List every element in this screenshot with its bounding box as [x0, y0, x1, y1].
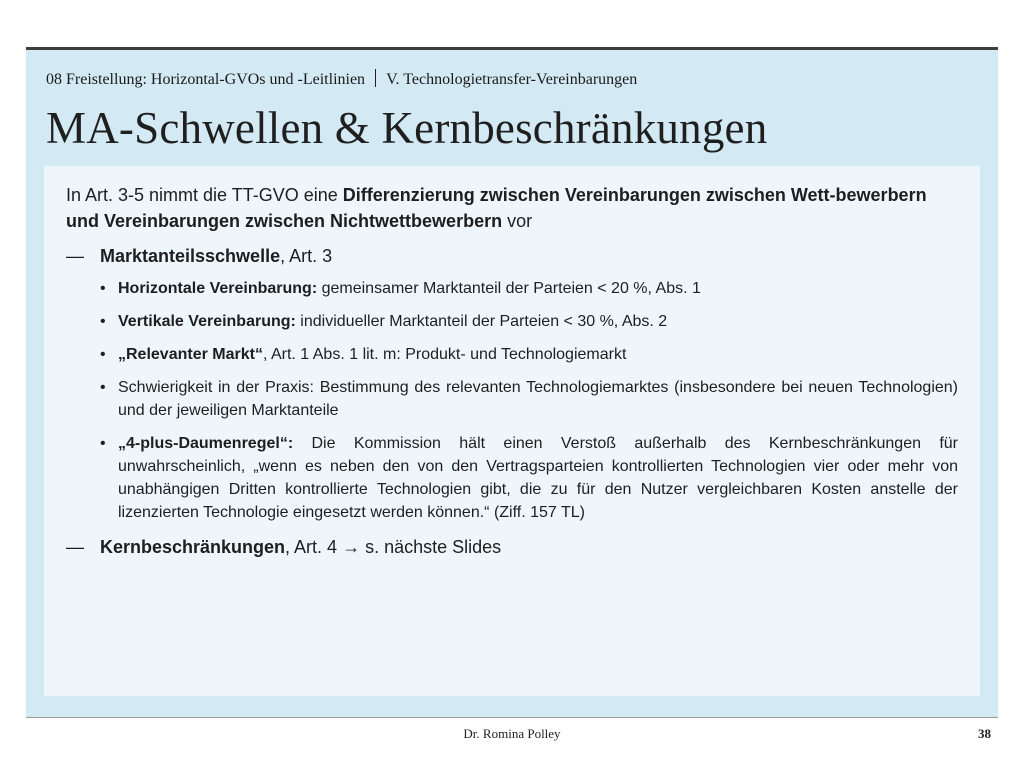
intro-text-pre: In Art. 3-5 nimmt die TT-GVO eine [66, 185, 343, 205]
list-item [100, 432, 958, 524]
point-kernbeschraenkungen [66, 534, 958, 560]
list-item-text [118, 310, 958, 333]
slide-title: MA-Schwellen & Kernbeschränkungen [46, 103, 768, 153]
point-text-bold: Kernbeschränkungen [100, 537, 286, 557]
list-item-text [118, 277, 958, 300]
footer-author: Dr. Romina Polley [463, 726, 561, 741]
list-item [100, 310, 958, 333]
breadcrumb [46, 69, 637, 89]
list-item [100, 277, 958, 300]
list-item-rest: Die Kommission hält einen Verstoß außerhalb des Kernbeschränkungen für unwahrscheinlich, „wenn es neben den von den Vertragsparteien kontrollierten Technologien vier oder mehr von unabhängigen Dritten kontrollierte Technologien gibt, die zu für den Nutzer vergleichbaren Kosten anstelle der lizenzierten Technologie eingesetzt werden können.“ (Ziff. 157 TL) [118, 435, 958, 521]
point-marktanteilsschwelle [66, 243, 958, 269]
list-item-bold: „Relevanter Markt“ [118, 346, 263, 363]
breadcrumb-separator [375, 69, 376, 87]
intro-text-post: vor [502, 211, 533, 231]
point-text [100, 243, 332, 269]
bottom-rule [26, 717, 998, 718]
bullet-marker: • [100, 346, 106, 363]
point-text-rest: , Art. 4 → s. nächste Slides [285, 537, 502, 557]
dash-marker: — [66, 246, 84, 266]
bullet-marker: • [100, 280, 106, 297]
list-item-text [118, 432, 958, 524]
list-item-rest: Schwierigkeit in der Praxis: Bestimmung des relevanten Technologiemarktes (insbesondere bei neuen Technologien) und der jeweiligen Marktanteile [118, 379, 958, 419]
content-box [44, 166, 980, 696]
bullet-marker: • [100, 435, 106, 452]
slide-panel [26, 50, 998, 717]
list-item-bold: Vertikale Vereinbarung: [118, 313, 296, 330]
list-item [100, 376, 958, 422]
dash-marker: — [66, 537, 84, 557]
bullet-marker: • [100, 313, 106, 330]
list-item-text [118, 343, 958, 366]
list-item-text [118, 376, 958, 422]
point-text-rest: , Art. 3 [280, 246, 333, 266]
list-item-rest: gemeinsamer Marktanteil der Parteien < 20 %, Abs. 1 [317, 280, 701, 297]
intro-paragraph [66, 182, 958, 234]
list-item-bold: Horizontale Vereinbarung: [118, 280, 318, 297]
page-number: 38 [978, 726, 991, 741]
list-item-bold: „4-plus-Daumenregel“: [118, 435, 294, 452]
list-item [100, 343, 958, 366]
list-item-rest: individueller Marktanteil der Parteien < 30 %, Abs. 2 [295, 313, 668, 330]
list-item-rest: , Art. 1 Abs. 1 lit. m: Produkt- und Technologiemarkt [262, 346, 627, 363]
point-text-bold: Marktanteilsschwelle [100, 246, 281, 266]
section-label: 08 Freistellung: Horizontal-GVOs und -Leitlinien [46, 71, 366, 88]
subsection-label: V. Technologietransfer-Vereinbarungen [386, 71, 638, 88]
bullet-list [66, 277, 958, 524]
intro-text-bold: Differenzierung zwischen Vereinbarungen zwischen Wett-bewerbern und Vereinbarungen zwischen Nichtwettbewerbern [66, 185, 927, 231]
bullet-marker: • [100, 379, 106, 396]
point-text [100, 534, 501, 560]
